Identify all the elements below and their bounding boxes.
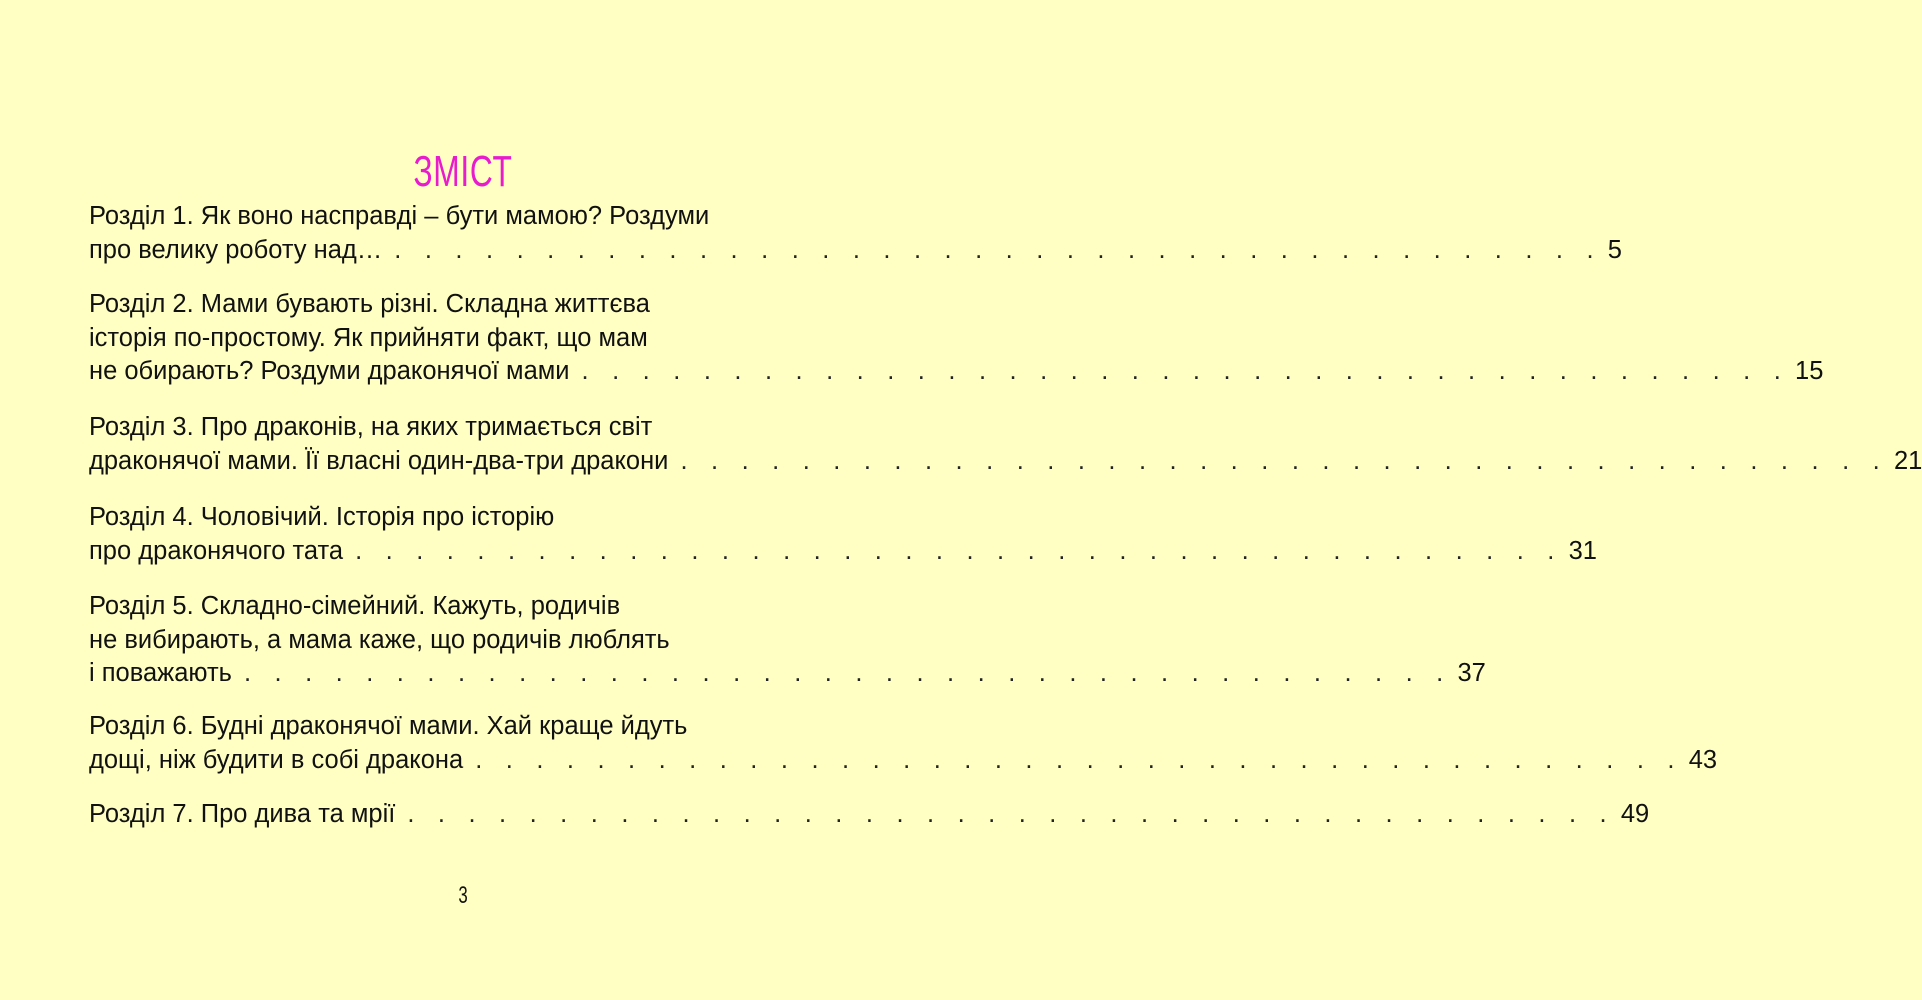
toc-entry-text: і поважають	[89, 659, 232, 687]
toc-entry-text: Розділ 7. Про дива та мрії	[89, 800, 396, 828]
toc-entry-text: Розділ 6. Будні драконячої мами. Хай краще йдуть	[89, 712, 688, 740]
toc-entry-text: не вибирають, а мама каже, що родичів люблять	[89, 625, 670, 654]
dot-leader: . . . . . . . . . . . . . . . . . . . . . . . . . . . . . . . . . . . . . . . .	[394, 235, 1602, 264]
toc-entry-text: Розділ 4. Чоловічий. Історія про історію	[89, 503, 555, 531]
toc-entry-text: дощі, ніж будити в собі дракона	[89, 745, 464, 774]
toc-entry-text: не обирають? Роздуми драконячої мами	[89, 357, 570, 385]
toc-page-number: 31	[1568, 536, 1597, 565]
toc-page-number: 21	[1893, 446, 1922, 475]
dot-leader: . . . . . . . . . . . . . . . . . . . . . . . . . . . . . . . . . . . . . . . .	[355, 536, 1563, 565]
toc-entry-4[interactable]	[89, 501, 1597, 568]
toc-entry-1[interactable]	[89, 200, 1622, 267]
dot-leader: . . . . . . . . . . . . . . . . . . . . . . . . . . . . . . . . . . . . . . . .	[407, 800, 1615, 828]
page-number: 3	[458, 882, 468, 909]
dot-leader: . . . . . . . . . . . . . . . . . . . . . . . . . . . . . . . . . . . . . . . .	[581, 357, 1790, 385]
toc-entry-text: Розділ 2. Мами бувають різні. Складна життєва	[89, 290, 650, 318]
toc-page-number: 49	[1620, 800, 1650, 828]
dot-leader: . . . . . . . . . . . . . . . . . . . . . . . . . . . . . . . . . . . . . . . .	[680, 446, 1888, 475]
toc-entry-text: Розділ 3. Про драконів, на яких тримається світ	[89, 413, 653, 441]
dot-leader: . . . . . . . . . . . . . . . . . . . . . . . . . . . . . . . . . . . . . . . .	[475, 745, 1683, 774]
toc-entry-text: драконячої мами. Її власні один-два-три дракони	[89, 446, 669, 475]
toc-entry-text: про велику роботу над…	[89, 235, 383, 264]
toc-entry-2[interactable]	[89, 288, 1824, 389]
toc-page-number: 37	[1457, 659, 1486, 687]
toc-entry-3[interactable]	[89, 411, 1922, 478]
toc-entry-5[interactable]	[89, 590, 1486, 691]
toc-entry-7[interactable]	[89, 798, 1650, 832]
page-title: ЗМІСТ	[413, 147, 513, 197]
dot-leader: . . . . . . . . . . . . . . . . . . . . . . . . . . . . . . . . . . . . . . . .	[243, 659, 1452, 687]
toc-entry-text: про драконячого тата	[89, 536, 344, 565]
toc-page-number: 43	[1688, 745, 1718, 774]
toc-page-number: 5	[1607, 235, 1622, 264]
toc-entry-text: Розділ 1. Як воно насправді – бути мамою? Роздуми	[89, 202, 710, 230]
toc-entry-6[interactable]	[89, 710, 1718, 777]
toc-entry-text: Розділ 5. Складно-сімейний. Кажуть, родичів	[89, 592, 621, 620]
toc-page-number: 15	[1795, 357, 1824, 385]
toc-entry-text: історія по-простому. Як прийняти факт, що мам	[89, 323, 648, 352]
